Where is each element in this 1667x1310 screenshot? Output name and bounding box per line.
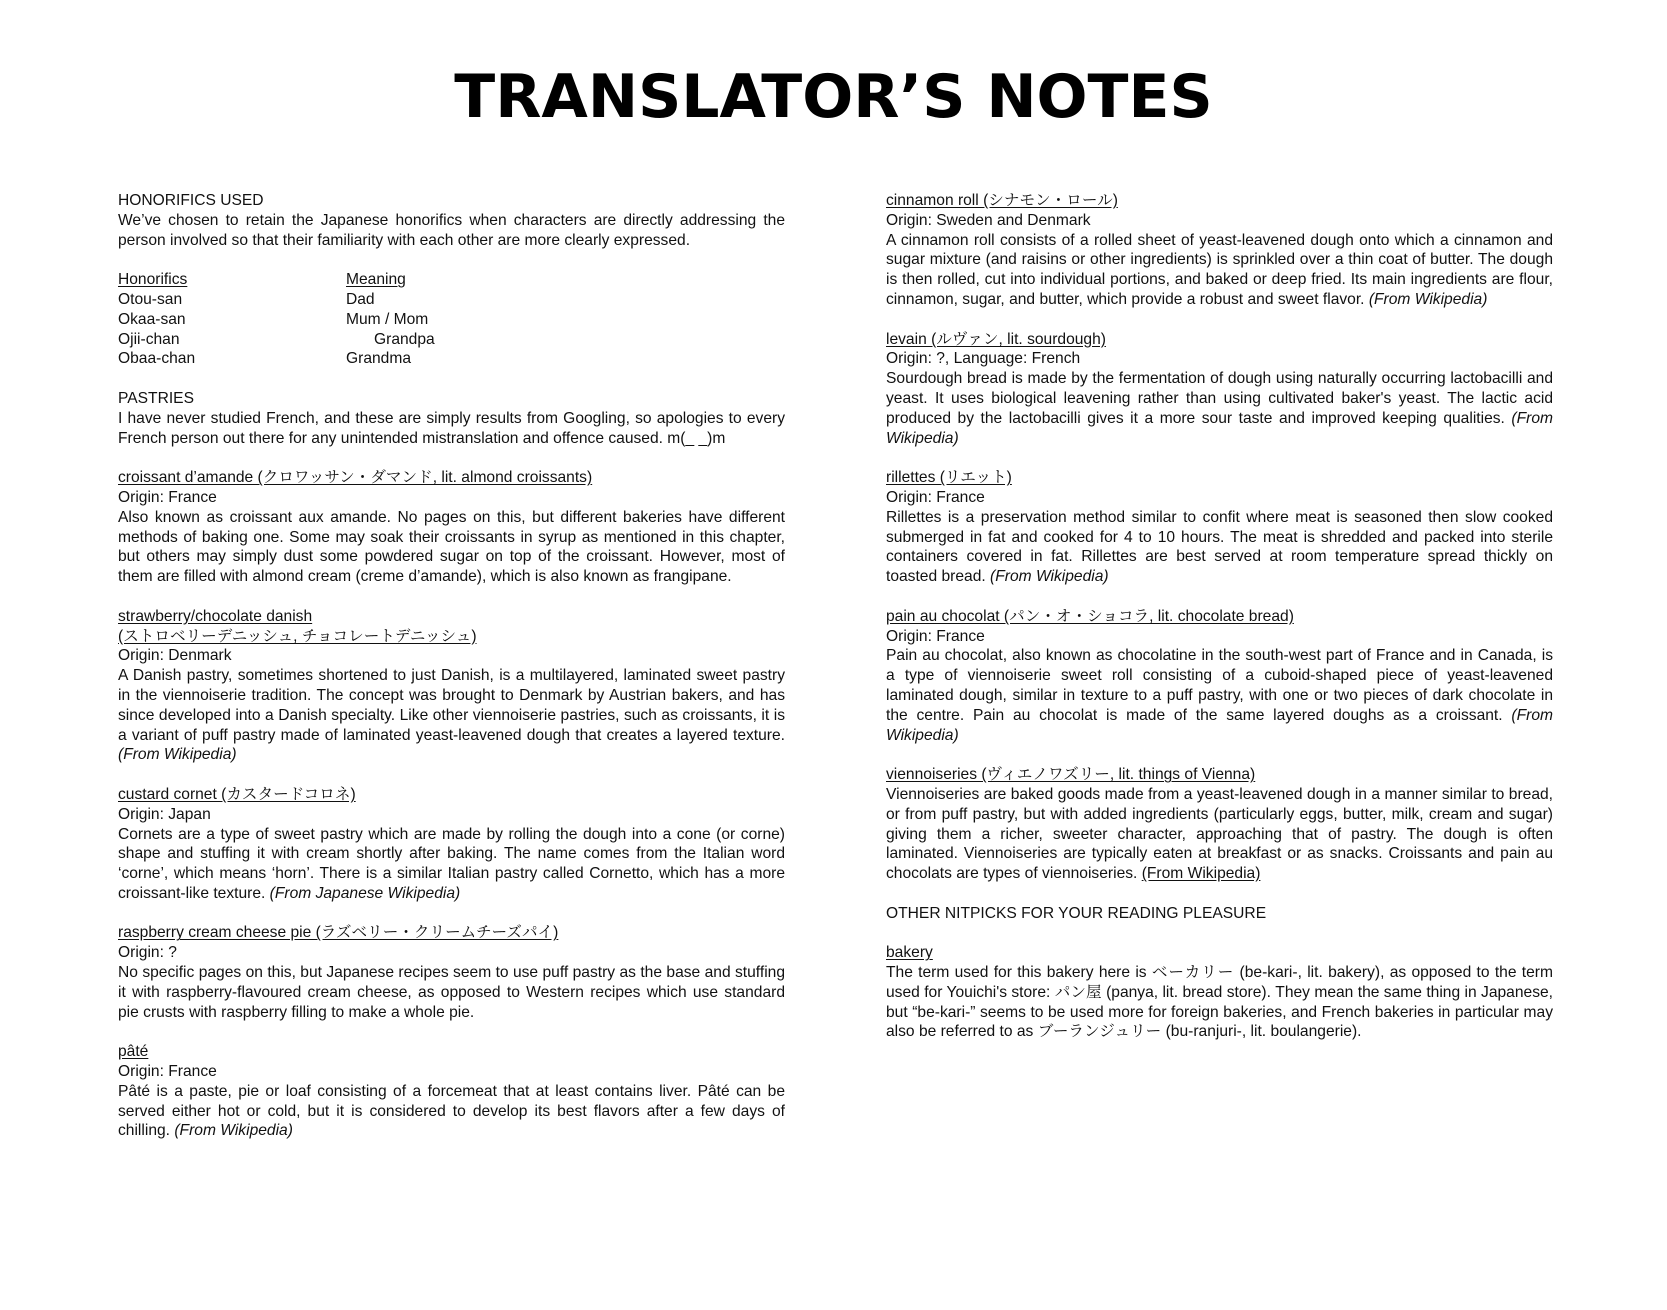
entry-body: The term used for this bakery here is ベーカリー (be-kari-, lit. bakery), as opposed to the term used for Youichi's store: パン屋 (panya, lit. bread store). They mean the same thing in Japanese, but “be-kari-” seems to be used more for foreign bakeries, and French bakeries in particular may also be referred to as ブーランジュリー (bu-ranjuri-, lit. boulangerie).: [886, 964, 1553, 1041]
right-column: [886, 191, 1553, 1062]
entry-body: Cornets are a type of sweet pastry which are made by rolling the dough into a cone (or corne) shape and stuffing it with cream shortly after baking. The name comes from the Italian word ‘corne’, which means ‘horn’. There is a similar Italian pastry called Cornetto, which has a more croissant-like texture.: [118, 825, 785, 902]
entry-origin: Origin: ?: [118, 944, 177, 962]
entry-body: No specific pages on this, but Japanese recipes seem to use puff pastry as the base and stuffing it with raspberry-flavoured cream cheese, as opposed to Western recipes which use standard pie crusts with raspberry filling to make a whole pie.: [118, 964, 785, 1021]
entry-body: A Danish pastry, sometimes shortened to just Danish, is a multilayered, laminated sweet pastry in the viennoiserie tradition. The concept was brought to Denmark by Austrian bakers, and has since developed into a Danish specialty. Like other viennoiserie pastries, such as croissants, it is a variant of puff pastry made of laminated yeast-leavened dough that creates a layered texture.: [118, 667, 785, 744]
entry-pate: [118, 1042, 785, 1141]
entry-title: pâté: [118, 1043, 149, 1061]
entry-title: croissant d’amande (クロワッサン・ダマンド, lit. almond croissants): [118, 469, 593, 487]
entry-source: (From Wikipedia): [174, 1122, 293, 1140]
entry-source: (From Wikipedia): [886, 409, 1553, 447]
entry-raspberry-pie: [118, 923, 785, 1022]
entry-danish: [118, 607, 785, 765]
entry-custard-cornet: [118, 785, 785, 904]
honorific-meaning: Dad: [346, 290, 375, 308]
honorifics-intro: We’ve chosen to retain the Japanese honorifics when characters are directly addressing the person involved so that their familiarity with each other are more clearly expressed.: [118, 211, 785, 249]
entry-body: Pâté is a paste, pie or loaf consisting of a forcemeat that at least contains liver. Pâté can be served either hot or cold, but it is considered to develop its best flavors after a few days of chilling.: [118, 1082, 785, 1140]
entry-title: strawberry/chocolate danish: [118, 607, 313, 625]
entry-origin: Origin: France: [118, 1063, 217, 1081]
entry-source: (From Japanese Wikipedia): [269, 884, 461, 902]
entry-origin: Origin: ?, Language: French: [886, 350, 1081, 368]
honorific-meaning: Mum / Mom: [346, 310, 429, 328]
entry-rillettes: [886, 468, 1553, 587]
honorifics-section: [118, 191, 785, 250]
entry-source: (From Wikipedia): [1368, 290, 1488, 308]
honorifics-column-header: Honorifics: [118, 271, 188, 289]
entry-origin: Origin: Sweden and Denmark: [886, 211, 1091, 229]
honorifics-table: [118, 270, 785, 369]
entry-source: (From Wikipedia): [886, 706, 1553, 744]
honorific-term: Ojii-chan: [118, 330, 180, 348]
honorific-term: Otou-san: [118, 290, 183, 308]
honorific-meaning: Grandma: [346, 350, 412, 368]
entry-title: levain (ルヴァン, lit. sourdough): [886, 330, 1106, 348]
pastries-heading: PASTRIES: [118, 389, 194, 407]
entry-source: (From Wikipedia): [118, 746, 237, 764]
entry-origin: Origin: Denmark: [118, 647, 232, 665]
entry-body: Sourdough bread is made by the fermentation of dough using naturally occurring lactobacilli and yeast. It uses biological leavening rather than using cultivated baker's yeast. The lactic acid produced by the lactobacilli gives it a more sour taste and improved keeping qualities.: [886, 370, 1553, 427]
entry-origin: Origin: Japan: [118, 805, 211, 823]
pastries-section: [118, 389, 785, 448]
entry-body: Rillettes is a preservation method similar to confit where meat is seasoned then slow cooked submerged in fat and cooked for 4 to 10 hours. The meat is shredded and packed into sterile containers covered in fat. Rillettes are best served at room temperature spread thickly on toasted bread.: [886, 508, 1553, 586]
entry-title: raspberry cream cheese pie (ラズベリー・クリームチーズパイ): [118, 924, 559, 942]
entry-title: rillettes (リエット): [886, 469, 1012, 487]
entry-viennoiseries: [886, 765, 1553, 884]
entry-croissant-damande: [118, 468, 785, 587]
entry-origin: Origin: France: [886, 488, 985, 506]
entry-origin: Origin: France: [118, 488, 217, 506]
entry-cinnamon-roll: [886, 191, 1553, 310]
honorifics-heading: HONORIFICS USED: [118, 192, 264, 209]
nitpicks-heading: OTHER NITPICKS FOR YOUR READING PLEASURE: [886, 904, 1267, 922]
honorific-term: Obaa-chan: [118, 350, 196, 368]
entry-title: bakery: [886, 944, 933, 962]
meaning-column-header: Meaning: [346, 271, 406, 289]
entry-levain: [886, 330, 1553, 449]
entry-body: Also known as croissant aux amande. No pages on this, but different bakeries have different methods of baking one. Some may soak their croissants in syrup as mentioned in this chapter, but others may simply dust some powdered sugar on top of the croissant. However, most of them are filled with almond cream (creme d’amande), which is also known as frangipane.: [118, 508, 785, 586]
entry-title-japanese: (ストロベリーデニッシュ, チョコレートデニッシュ): [118, 627, 477, 645]
entry-title: custard cornet (カスタードコロネ): [118, 785, 356, 803]
entry-body: Viennoiseries are baked goods made from a yeast-leavened dough in a manner similar to bread, or from puff pastry, but with added ingredients (particularly eggs, butter, milk, cream and sugar) giving them a richer, sweeter character, approaching that of pastry. The dough is often laminated. Viennoiseries are typically eaten at breakfast or as snacks. Croissants and pain au chocolats are types of viennoiseries.: [886, 785, 1553, 883]
entry-body: Pain au chocolat, also known as chocolatine in the south-west part of France and in Canada, is a type of viennoiserie sweet roll consisting of a cuboid-shaped piece of yeast-leavened laminated dough, similar in texture to a puff pastry, with one or two pieces of dark chocolate in the centre. Pain au chocolat is made of the same layered doughs as a croissant.: [886, 647, 1553, 724]
entry-title: pain au chocolat (パン・オ・ショコラ, lit. chocolate bread): [886, 607, 1294, 625]
entry-body: A cinnamon roll consists of a rolled sheet of yeast-leavened dough onto which a cinnamon and sugar mixture (and raisins or other ingredients) is sprinkled over a thin coat of butter. The dough is then rolled, cut into individual portions, and baked or deep fried. Its main ingredients are flour, cinnamon, sugar, and butter, which provide a robust and sweet flavor.: [886, 231, 1553, 308]
honorific-meaning: Grandpa: [374, 330, 435, 348]
entry-source: (From Wikipedia): [990, 568, 1109, 586]
page-title: TRANSLATOR’S NOTES: [454, 62, 1213, 132]
entry-pain-au-chocolat: [886, 607, 1553, 746]
left-column: [118, 191, 785, 1161]
pastries-intro: I have never studied French, and these are simply results from Googling, so apologies to every French person out there for any unintended mistranslation and offence caused. m(_ _)m: [118, 409, 785, 447]
entry-source: (From Wikipedia): [1141, 865, 1261, 883]
entry-bakery: [886, 943, 1553, 1042]
nitpicks-section: [886, 904, 1553, 924]
honorific-term: Okaa-san: [118, 310, 186, 328]
entry-origin: Origin: France: [886, 627, 985, 645]
entry-title: cinnamon roll (シナモン・ロール): [886, 192, 1118, 209]
entry-title: viennoiseries (ヴィエノワズリー, lit. things of Vienna): [886, 766, 1256, 784]
